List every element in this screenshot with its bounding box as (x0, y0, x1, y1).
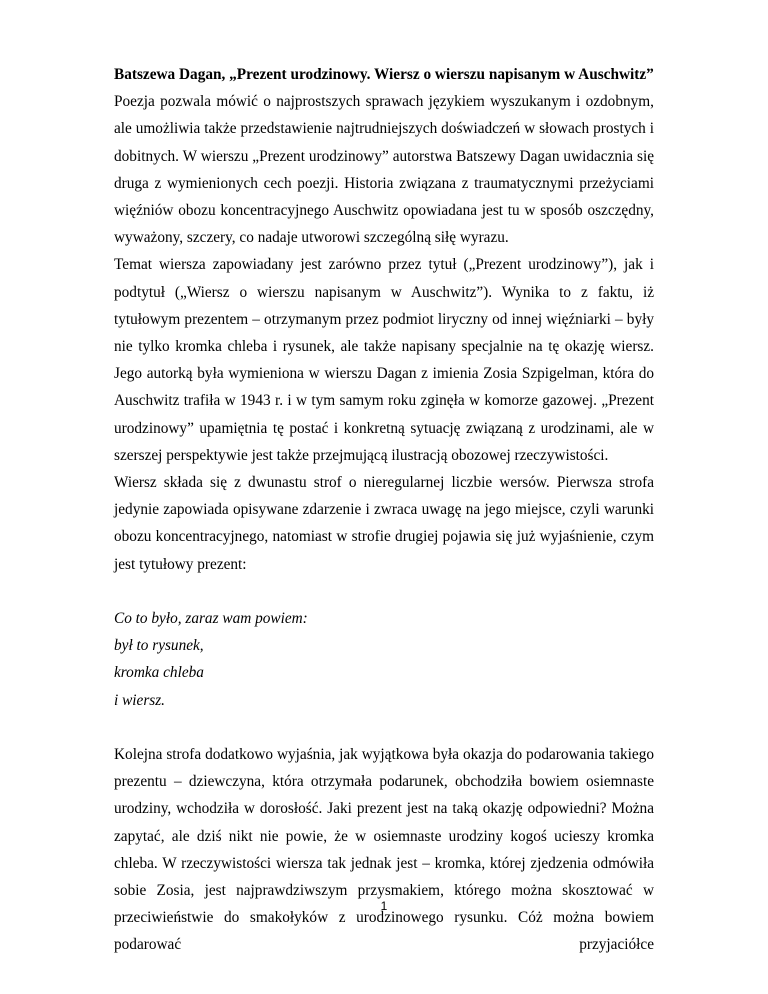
poem-line: i wiersz. (114, 691, 165, 709)
poem-line: był to rysunek, (114, 637, 204, 655)
paragraph-closing: Kolejna strofa dodatkowo wyjaśnia, jak wyjątkowa była okazja do podarowania takiego prezentu – dziewczyna, która otrzymała podarunek, obchodziła bowiem osiemnaste urodziny, wchodziła w dorosłość. Jaki prezent jest na taką okazję odpowiedni? Można zapytać, ale dziś nikt nie powie, że w osiemnaste urodziny kogoś ucieszy kromka chleba. W rzeczywistości wiersza tak jednak jest – kromka, której zjedzenia odmówiła sobie Zosia, jest najprawdziwszym przysmakiem, którego można skosztować w przeciwieństwie do smakołyków z urodzinowego rysunku. Cóż można bowiem podarować przyjaciółce (114, 746, 654, 954)
paragraph-structure: Wiersz składa się z dwunastu strof o nieregularnej liczbie wersów. Pierwsza strofa jedynie zapowiada opisywane zdarzenie i zwraca uwagę na jego miejsce, czyli warunki obozu koncentracyjnego, natomiast w strofie drugiej pojawia się już wyjaśnienie, czym jest tytułowy prezent: (114, 474, 654, 573)
poem-quote (114, 605, 654, 714)
poem-line: Co to było, zaraz wam powiem: (114, 610, 308, 628)
page-number: 1 (380, 899, 388, 913)
paragraph-intro: Poezja pozwala mówić o najprostszych sprawach językiem wyszukanym i ozdobnym, ale umożliwia także przedstawienie najtrudniejszych doświadczeń w słowach prostych i dobitnych. W wierszu „Prezent urodzinowy” autorstwa Batszewy Dagan uwidacznia się druga z wymienionych cech poezji. Historia związana z traumatycznymi przeżyciami więźniów obozu koncentracyjnego Auschwitz opowiadana jest tu w sposób oszczędny, wyważony, szczery, co nadaje utworowi szczególną siłę wyrazu. (114, 93, 654, 247)
document-title: Batszewa Dagan, „Prezent urodzinowy. Wiersz o wierszu napisanym w Auschwitz” (114, 66, 654, 83)
poem-line: kromka chleba (114, 664, 204, 682)
document-body (114, 61, 654, 959)
paragraph-theme: Temat wiersza zapowiadany jest zarówno przez tytuł („Prezent urodzinowy”), jak i podtytuł („Wiersz o wierszu napisanym w Auschwitz”). Wynika to z faktu, iż tytułowym prezentem – otrzymanym przez podmiot liryczny od innej więźniarki – były nie tylko kromka chleba i rysunek, ale także napisany specjalnie na tę okazję wiersz. Jego autorką była wymieniona w wierszu Dagan z imienia Zosia Szpigelman, która do Auschwitz trafiła w 1943 r. i w tym samym roku zginęła w komorze gazowej. „Prezent urodzinowy” upamiętnia tę postać i konkretną sytuację związaną z urodzinami, ale w szerszej perspektywie jest także przejmującą ilustracją obozowej rzeczywistości. (114, 256, 654, 464)
